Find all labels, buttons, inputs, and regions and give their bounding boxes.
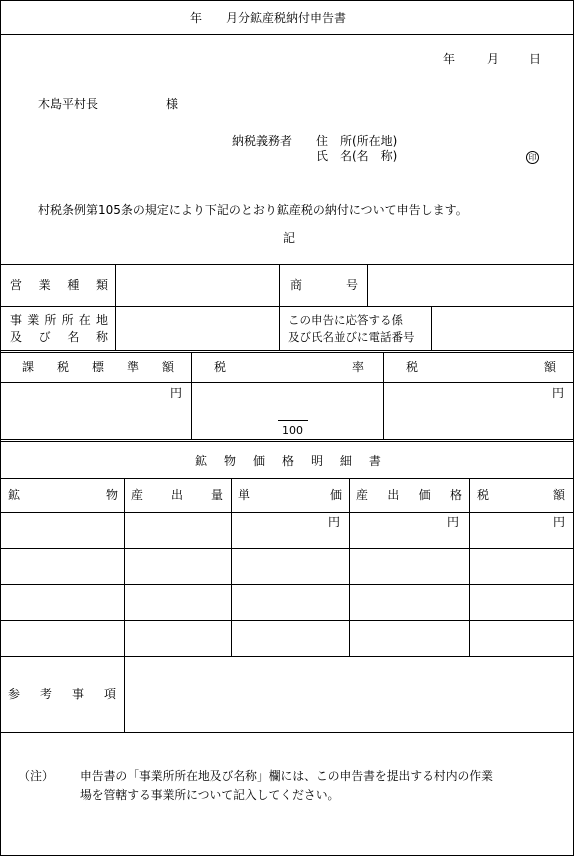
tax-base-yen-unit: 円	[170, 386, 183, 400]
declaration-text: 村税条例第105条の規定により下記のとおり鉱産税の納付について申告します。	[38, 203, 468, 217]
info-bottom-double-line	[0, 350, 574, 353]
tax-vline-1	[191, 352, 192, 440]
col-unit-price-header: 単 価	[238, 488, 342, 502]
detail-row-line-4	[0, 656, 574, 657]
date-year-label: 年	[443, 52, 456, 66]
detail-header-line	[0, 512, 574, 513]
detail-vline-3	[349, 478, 350, 656]
col-tax-amount-header: 税 額	[477, 488, 565, 502]
date-day-label: 日	[529, 52, 542, 66]
date-month-label: 月	[487, 52, 500, 66]
info-top-line	[0, 264, 574, 265]
tax-rate-header: 税 率	[214, 360, 364, 374]
tax-bottom-double-line	[0, 439, 574, 442]
note-text-line2: 場を管轄する事業所について記入してください。	[80, 788, 340, 802]
contact-label-line2: 及び氏名並びに電話番号	[288, 330, 415, 344]
output-value-yen-unit: 円	[447, 515, 460, 529]
info-vline-3b	[431, 306, 432, 351]
trade-name-label: 商 号	[290, 278, 358, 292]
detail-vline-1	[124, 478, 125, 732]
rate-denominator: 100	[282, 424, 303, 437]
info-vline-3a	[367, 264, 368, 306]
office-location-label-line1: 事 業 所 所 在 地	[10, 313, 108, 327]
detail-title-line	[0, 478, 574, 479]
title-divider	[0, 34, 574, 35]
addressee-name: 木島平村長	[38, 97, 99, 111]
note-label: （注）	[18, 769, 55, 783]
info-mid-line	[0, 306, 574, 307]
detail-vline-2	[231, 478, 232, 656]
unit-price-yen-unit: 円	[328, 515, 341, 529]
tax-amount-yen-unit: 円	[552, 386, 565, 400]
note-text-line1: 申告書の「事業所所在地及び名称」欄には、この申告書を提出する村内の作業	[80, 769, 493, 783]
rate-fraction-bar	[278, 420, 308, 421]
contact-label-line1: この申告に応答する係	[288, 313, 403, 327]
remarks-bottom-line	[0, 732, 574, 733]
col-mineral-header: 鉱 物	[8, 488, 118, 502]
tax-amount-header: 税 額	[406, 360, 556, 374]
col-output-qty-header: 産 出 量	[131, 488, 223, 502]
form-title: 年 月分鉱産税納付申告書	[190, 11, 347, 25]
detail-row-line-2	[0, 584, 574, 585]
tax-base-header: 課 税 標 準 額	[22, 360, 174, 374]
detail-title: 鉱 物 価 格 明 細 書	[195, 454, 381, 468]
tax-header-line	[0, 382, 574, 383]
office-location-label-line2: 及 び 名 称	[10, 330, 108, 344]
taxpayer-address-label: 住 所(所在地)	[316, 134, 398, 148]
taxpayer-label: 納税義務者	[232, 134, 293, 148]
ki-label: 記	[283, 231, 296, 245]
addressee-honorific: 様	[166, 97, 179, 111]
tax-vline-2	[383, 352, 384, 440]
col-output-value-header: 産 出 価 格	[356, 488, 462, 502]
detail-vline-4	[469, 478, 470, 656]
seal-mark: 印	[526, 151, 539, 164]
detail-row-line-3	[0, 620, 574, 621]
business-type-label: 営 業 種 類	[10, 278, 108, 292]
detail-row-line-1	[0, 548, 574, 549]
remarks-label: 参 考 事 項	[8, 687, 116, 701]
info-vline-1	[115, 264, 116, 351]
info-vline-2	[279, 264, 280, 351]
taxpayer-name-label: 氏 名(名 称)	[316, 149, 398, 163]
detail-tax-yen-unit: 円	[553, 515, 566, 529]
